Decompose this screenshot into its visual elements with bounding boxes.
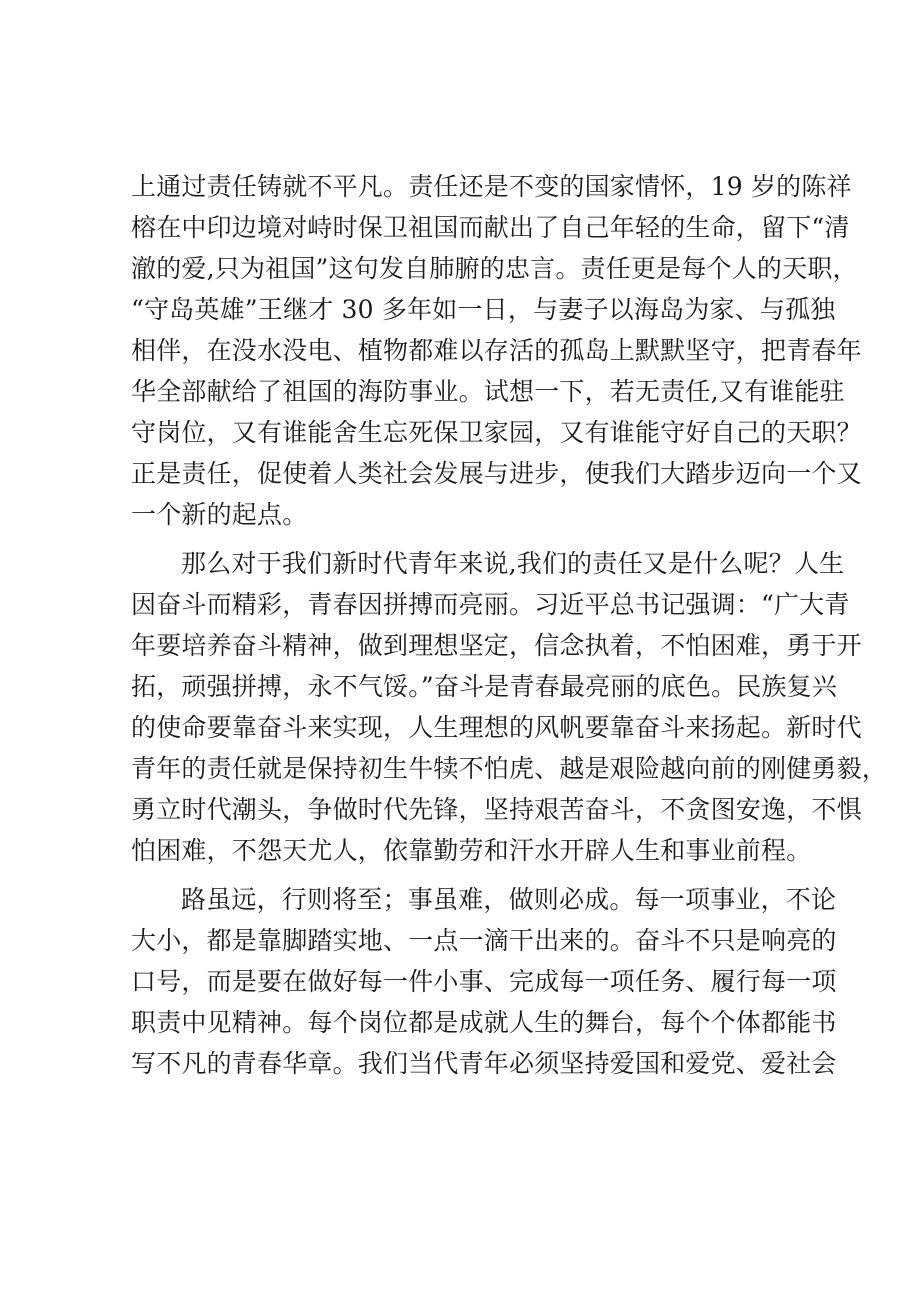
- text-line: 正是责任，促使着人类社会发展与进步，使我们大踏步迈向一个又: [131, 459, 862, 488]
- text-line: “守岛英雄”王继才 30 多年如一日，与妻子以海岛为家、与孤独: [131, 295, 836, 324]
- text-line: 怕困难，不怨天尤人，依靠勤劳和汗水开辟人生和事业前程。: [131, 836, 812, 865]
- text-line: 拓，顽强拼搏，永不气馁。”奋斗是青春最亮丽的底色。民族复兴: [131, 672, 838, 701]
- text-line: 榕在中印边境对峙时保卫祖国而献出了自己年轻的生命，留下“清: [131, 213, 850, 242]
- text-line: 的使命要靠奋斗来实现，人生理想的风帆要靠奋斗来扬起。新时代: [131, 713, 862, 742]
- text-line: 职责中见精神。每个岗位都是成就人生的舞台，每个个体都能书: [131, 1008, 837, 1037]
- text-line: 口号，而是要在做好每一件小事、完成每一项任务、履行每一项: [131, 967, 837, 996]
- text-line: 华全部献给了祖国的海防事业。试想一下，若无责任,又有谁能驻: [131, 377, 845, 406]
- text-line: 写不凡的青春华章。我们当代青年必须坚持爱国和爱党、爱社会: [131, 1049, 837, 1078]
- text-line: 守岗位，又有谁能舍生忘死保卫家园，又有谁能守好自己的天职？: [131, 418, 862, 447]
- text-line: 相伴，在没水没电、植物都难以存活的孤岛上默默坚守，把青春年: [131, 336, 862, 365]
- text-line: 青年的责任就是保持初生牛犊不怕虎、越是艰险越向前的刚健勇毅，: [131, 754, 888, 783]
- text-line: 澈的爱,只为祖国”这句发自肺腑的忠言。责任更是每个人的天职，: [131, 254, 858, 283]
- text-line: 上通过责任铸就不平凡。责任还是不变的国家情怀，19 岁的陈祥: [131, 172, 852, 201]
- text-line: 年要培养奋斗精神，做到理想坚定，信念执着，不怕困难，勇于开: [131, 631, 862, 660]
- text-line: 那么对于我们新时代青年来说,我们的责任又是什么呢？人生: [181, 549, 845, 578]
- text-line: 勇立时代潮头，争做时代先锋，坚持艰苦奋斗，不贪图安逸，不惧: [131, 795, 862, 824]
- text-line: 一个新的起点。: [131, 500, 308, 529]
- text-line: 大小，都是靠脚踏实地、一点一滴干出来的。奋斗不只是响亮的: [131, 926, 837, 955]
- text-line: 路虽远，行则将至；事虽难，做则必成。每一项事业，不论: [181, 885, 837, 914]
- text-line: 因奋斗而精彩，青春因拼搏而亮丽。习近平总书记强调：“广大青: [131, 590, 850, 619]
